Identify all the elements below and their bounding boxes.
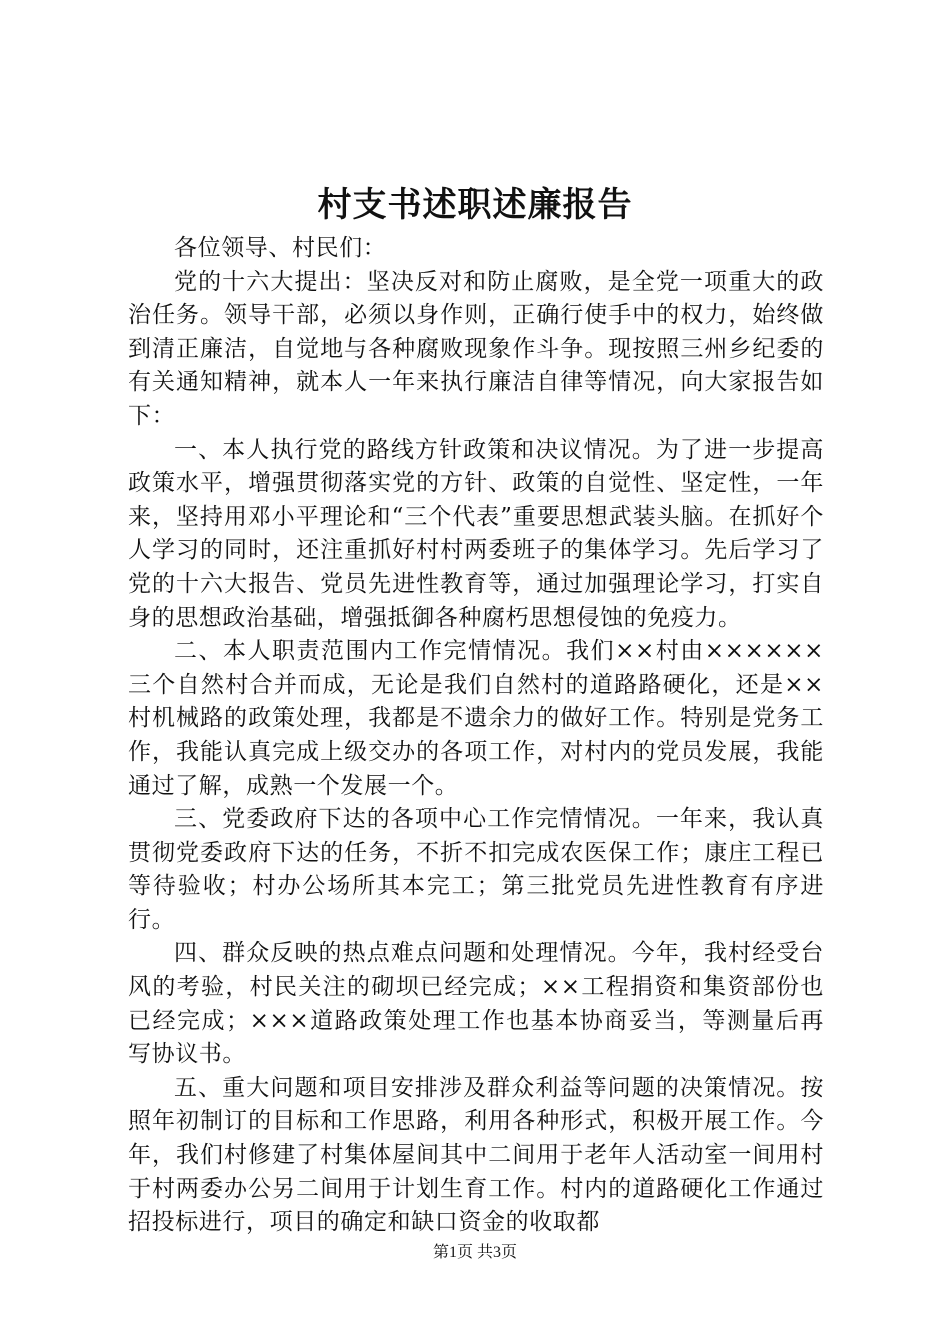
paragraph-section-4: 四、群众反映的热点难点问题和处理情况。今年，我村经受台风的考验，村民关注的砌坝已经完成；××工程捐资和集资部份也已经完成；×××道路政策处理工作也基本协商妥当，等测量后再写协议书。: [128, 940, 824, 1068]
paragraph-section-5: 五、重大问题和项目安排涉及群众利益等问题的决策情况。按照年初制订的目标和工作思路，利用各种形式，积极开展工作。今年，我们村修建了村集体屋间其中二间用于老年人活动室一间用村于村两委办公另二间用于计划生育工作。村内的道路硬化工作通过招投标进行，项目的确定和缺口资金的收取都: [128, 1074, 824, 1236]
page-number-footer: 第1页 共3页: [432, 1244, 517, 1261]
document-title: 村支书述职述廉报告: [317, 185, 633, 225]
paragraph-section-1: 一、本人执行党的路线方针政策和决议情况。为了进一步提高政策水平，增强贯彻落实党的方针、政策的自觉性、坚定性，一年来，坚持用邓小平理论和“三个代表”重要思想武装头脑。在抓好个人学习的同时，还注重抓好村村两委班子的集体学习。先后学习了党的十六大报告、党员先进性教育等，通过加强理论学习，打实自身的思想政治基础，增强抵御各种腐朽思想侵蚀的免疫力。: [128, 436, 824, 631]
paragraph-intro: 党的十六大提出：坚决反对和防止腐败，是全党一项重大的政治任务。领导干部，必须以身作则，正确行使手中的权力，始终做到清正廉洁，自觉地与各种腐败现象作斗争。现按照三州乡纪委的有关通知精神，就本人一年来执行廉洁自律等情况，向大家报告如下：: [128, 268, 824, 429]
salutation: 各位领导、村民们：: [174, 235, 387, 261]
paragraph-section-3: 三、党委政府下达的各项中心工作完情情况。一年来，我认真贯彻党委政府下达的任务，不折不扣完成农医保工作；康庄工程已等待验收；村办公场所其本完工；第三批党员先进性教育有序进行。: [128, 806, 824, 933]
paragraph-section-2: 二、本人职责范围内工作完情情况。我们××村由××××××三个自然村合并而成，无论是我们自然村的道路路硬化，还是××村机械路的政策处理，我都是不遗余力的做好工作。特别是党务工作，我能认真完成上级交办的各项工作，对村内的党员发展，我能通过了解，成熟一个发展一个。: [128, 638, 824, 799]
document-body: [128, 232, 824, 1240]
